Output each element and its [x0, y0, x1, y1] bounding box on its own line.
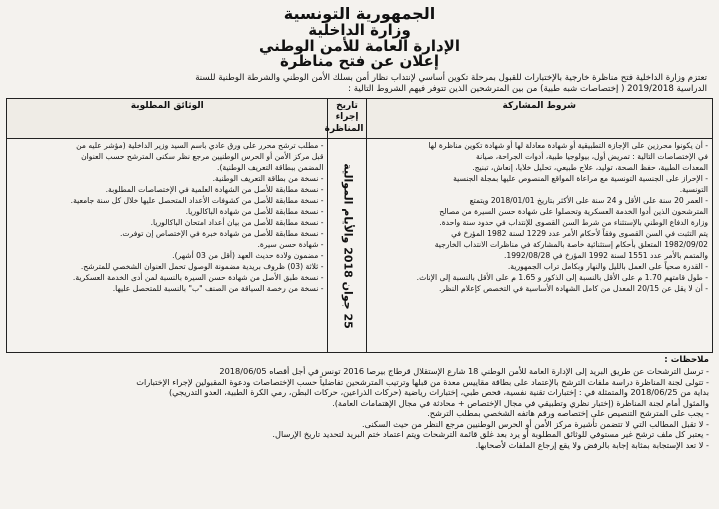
document-line: - نسخة من رخصة السياقة من الصنف "ب" بالنسبة للمتحصل عليها. — [112, 284, 324, 294]
intro-line-2: الدراسية 2019/2018 ( إختصاصات شبه طبية) من بين المترشحين الذين تتوفر فيهم الشروط التالية : — [348, 83, 707, 94]
document-line: - نسخة مطابقة للأصل من كشوفات الأعداد المتحصل عليها خلال كل سنة جامعية. — [70, 196, 324, 206]
note-line: - تتولى لجنة المناظرة دراسة ملفات الترشح بالإعتماد على بطاقة مقاييس معدة من قبلها وترتيب المترشحين تفاضلياً حسب الإختصاصات ودعوة المقبولين لإجراء الإختبارات — [136, 376, 709, 387]
document-line: - نسخة مطابقة للأصل من شهادة خبرة في الإختصاص إن توفرت. — [119, 229, 324, 239]
condition-line: - الإحراز على الجنسية التونسية مع مراعاة المواقع المنصوص عليها بمجلة الجنسية — [453, 174, 708, 184]
document-line: - نسخة مطابقة للأصل من بيان أعداد امتحان الباكالوريا. — [150, 218, 324, 228]
condition-line: والمتمم بالأمر عدد 1551 لسنة 1992 المؤرخ في 1992/08/28. — [503, 251, 708, 261]
document-line: - شهادة حسن سيرة. — [257, 240, 324, 250]
condition-line: المترشحون الذين أدوا الخدمة العسكرية وتحصلوا على شهادة حسن السيرة من مصالح — [439, 207, 708, 217]
condition-line: في الإختصاصات التالية : تمريض أول، بيولوجيا طبية، أدوات الجراحة، صيانة — [476, 152, 708, 162]
document-line: - نسخة مطابقة للأصل من الشهادة العلمية في الإختصاصات المطلوبة. — [105, 185, 324, 195]
notes-section — [10, 355, 709, 450]
document-header — [6, 6, 713, 70]
document-line: - مطلب ترشح محرر على ورق عادي باسم السيد وزير الداخلية (مؤشر عليه من — [76, 141, 324, 151]
note-line: بداية من 2018/06/25 والمتمثلة في : إختبارات تقنية نفسية، فحص طبي، إختبارات رياضية (حركات الذراعين، حركات البطن، رمي الكرة الطبية، العدو التدريجي) — [168, 387, 709, 398]
note-line: - يعتبر كل ملف ترشح غير مستوفي للوثائق المطلوبة أو يرد بعد غلق قائمة الترشحات ويتم اعتماد ختم البريد لتحديد تاريخ الإرسال. — [272, 429, 709, 440]
header-documents: الوثائق المطلوبة — [7, 98, 328, 139]
header-title: إعلان عن فتح مناظرة — [279, 52, 440, 71]
condition-line: - القدرة صحياً على العمل بالليل والنهار وبكامل تراب الجمهورية. — [507, 262, 708, 272]
document-line: - نسخة مطابقة للأصل من شهادة الباكالوريا. — [185, 207, 324, 217]
note-line: - ترسل الترشحات عن طريق البريد إلى الإدارة العامة للأمن الوطني 18 شارع الإستقلال قرطاج بيرصا 2016 تونس في أجل أقصاه 2018/06/05 — [219, 366, 709, 377]
intro-line-1: تعتزم وزارة الداخلية فتح مناظرة خارجية بالإختبارات للقبول بمرحلة تكوين أساسي لإنتداب نظار أمن بسلك الأمن الوطني والشرطة الوطنية للسنة — [195, 73, 707, 84]
condition-line: يتم التثبت في السن القصوى وفقاً لأحكام الأمر عدد 1229 لسنة 1982 المؤرخ في — [451, 229, 708, 239]
notes-title: ملاحظات : — [664, 355, 709, 366]
note-line: - يجب على المترشح التنصيص على إختصاصه ورقم هاتفه الشخصي بمطلب الترشح. — [427, 408, 709, 419]
document-line: - مضمون ولادة حديث العهد (أقل من 03 أشهر). — [172, 251, 324, 261]
date-cell — [328, 139, 366, 353]
intro-paragraph — [12, 73, 707, 94]
condition-line: - طول قامتهم 1.70 م على الأقل بالنسبة إلى الذكور و 1.65 م على الأقل بالنسبة إلى الإناث. — [416, 273, 708, 283]
document-line: - نسخة طبق الأصل من شهادة حسن السيرة بالنسبة لمن أدى الخدمة العسكرية. — [72, 273, 324, 283]
note-line: - لا تعد الإستجابة بمثابة إجابة بالرفض ولا يقع إرجاع الملفات لأصحابها. — [475, 439, 709, 450]
document-line: قبل مركز الأمن أو الحرس الوطنيين مرجع نظر سكنى المترشح حسب العنوان — [81, 152, 324, 162]
document-line: المضمن ببطاقة التعريف الوطنية). — [217, 163, 324, 173]
note-line: والمثول أمام لجنة المناظرة (إختبار نظري وتطبيقي في مجال الإختصاص + محادثة في مجال الإهتمامات العامة). — [332, 397, 709, 408]
condition-line: 1982/09/02 المتعلق بأحكام إستثنائية خاصة بالمشاركة في مناظرات الانتداب الخارجية — [434, 240, 708, 250]
conditions-table — [6, 98, 713, 354]
condition-line: التونسية. — [679, 185, 708, 195]
condition-line: المعدات الطبية، حفظ الصحة، توليد، علاج طبيعي، تحليل خلايا، إنعاش، تبنيج. — [472, 163, 708, 173]
document-line: - نسخة من بطاقة التعريف الوطنية. — [212, 174, 324, 184]
document-line: - ثلاثة (03) ظروف بريدية مضمونة الوصول تحمل العنوان الشخصي للمترشح. — [80, 262, 324, 272]
condition-line: - أن يكونوا محرزين على الإجازة التطبيقية أو شهادة معادلة لها أو شهادة تكوين مناظرة لها — [428, 141, 708, 151]
note-line: - لا تقبل المطالب التي لا تتضمن تأشيرة مركز الأمن أو الحرس الوطنيين مرجع النظر من حيث السكنى. — [362, 418, 709, 429]
condition-line: - العمر 20 سنة على الأقل و 24 سنة على الأكثر بتاريخ 2018/01/01 ويتمتع — [469, 196, 708, 206]
header-date: تاريخ إجراء المناظرة — [328, 98, 366, 139]
conditions-cell — [366, 139, 712, 353]
header-conditions: شروط المشاركة — [366, 98, 712, 139]
condition-line: وزارة الدفاع الوطني بالإستثناء من شرط السن القصوى للإنتداب في حدود سنة واحدة. — [439, 218, 708, 228]
documents-cell — [7, 139, 328, 353]
header-directorate: الإدارة العامة للأمن الوطني — [259, 36, 460, 55]
contest-date: 25 جوان 2018 والأيام الموالية — [341, 162, 355, 329]
header-republic: الجمهورية التونسية — [283, 4, 436, 23]
header-ministry: وزارة الداخلية — [308, 20, 411, 39]
condition-line: - أن لا يقل عن 20/15 المعدل من كامل الشهادة الأساسية في التخصص كإعلام النظر. — [439, 284, 708, 294]
